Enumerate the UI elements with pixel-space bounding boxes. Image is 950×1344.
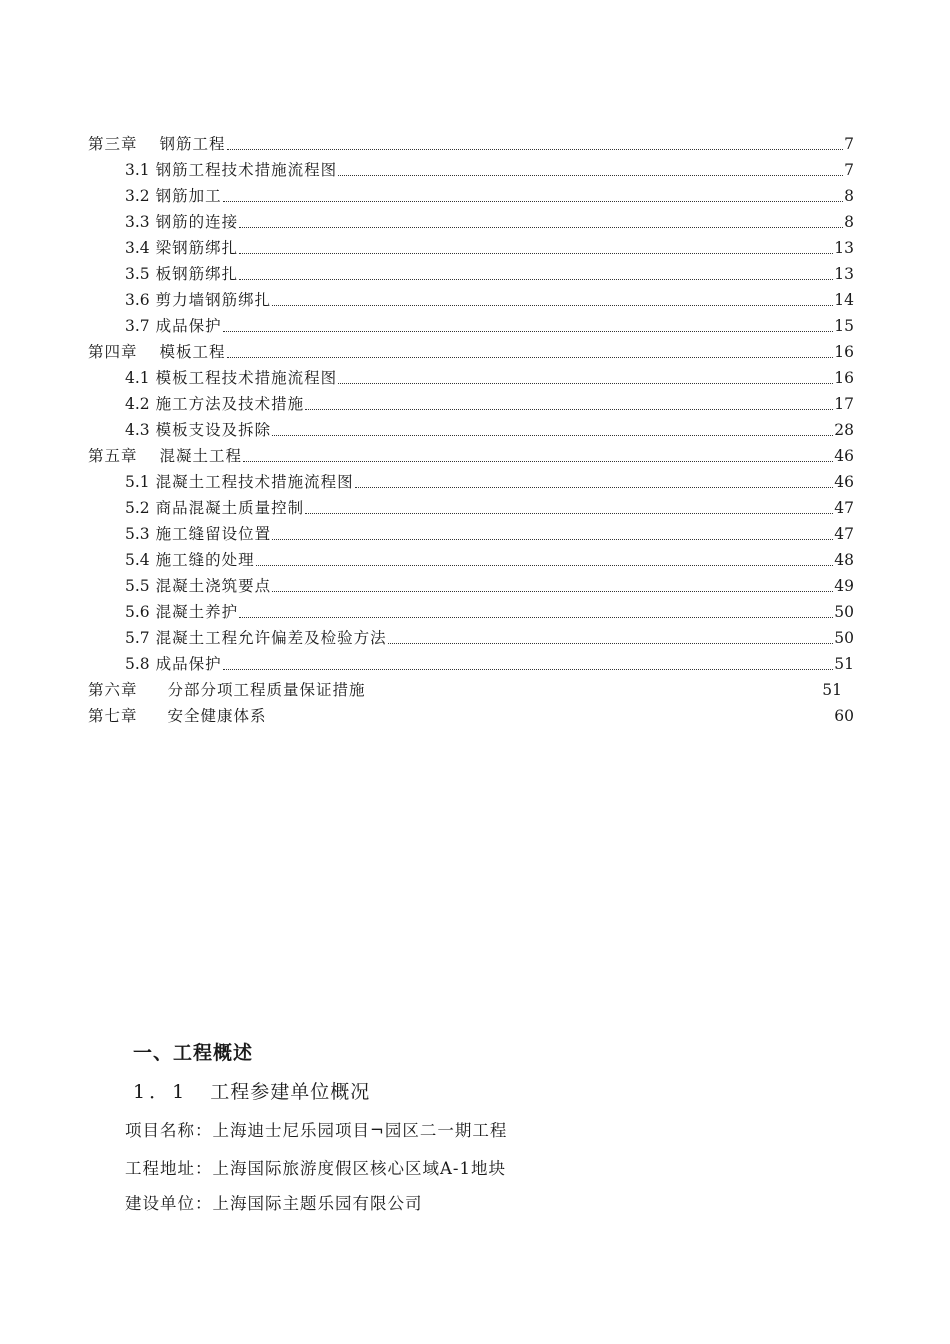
toc-entry-number: 4.3: [125, 421, 150, 439]
dot-leader: [272, 434, 833, 436]
toc-entry-page: 51: [834, 655, 854, 673]
subsection-heading: [133, 1077, 370, 1104]
toc-entry-page: 51: [822, 681, 842, 699]
toc-entry-number: 5.5: [125, 577, 150, 595]
toc-entry-title: 成品保护: [155, 655, 222, 673]
toc-entry-number: 4.2: [125, 395, 150, 413]
table-of-contents: [88, 127, 854, 725]
toc-entry-number: 3.7: [125, 317, 150, 335]
dot-leader: [227, 148, 844, 150]
toc-entry-title: 混凝土工程: [159, 447, 243, 465]
toc-entry-number: 3.2: [125, 187, 150, 205]
toc-entry-page: 60: [834, 707, 854, 725]
toc-chapter-entry[interactable]: [88, 439, 854, 465]
toc-entry-title: 施工缝的处理: [155, 551, 255, 569]
toc-entry-title: 钢筋工程技术措施流程图: [155, 161, 338, 179]
toc-entry-page: 14: [834, 291, 854, 309]
toc-section-entry[interactable]: [88, 257, 854, 283]
project-name-field: 项目名称：上海迪士尼乐园项目¬园区二一期工程: [125, 1121, 508, 1140]
toc-entry-title: 商品混凝土质量控制: [155, 499, 305, 517]
toc-entry-page: 47: [834, 499, 854, 517]
toc-chapter-entry[interactable]: [88, 335, 854, 361]
dot-leader: [239, 252, 833, 254]
toc-entry-page: 13: [834, 239, 854, 257]
dot-leader: [272, 590, 833, 592]
section-heading: 一、工程概述: [133, 1042, 254, 1064]
dot-leader: [223, 330, 834, 332]
toc-entry-number: 3.3: [125, 213, 150, 231]
toc-section-entry[interactable]: [88, 387, 854, 413]
toc-entry-page: 13: [834, 265, 854, 283]
toc-section-entry[interactable]: [88, 231, 854, 257]
toc-entry-number: 5.4: [125, 551, 150, 569]
dot-leader: [256, 564, 834, 566]
dot-leader: [388, 642, 834, 644]
dot-leader: [239, 226, 843, 228]
toc-entry-number: 第七章: [88, 707, 138, 725]
toc-chapter-entry[interactable]: [88, 673, 854, 699]
dot-leader: [338, 382, 833, 384]
toc-entry-title: 安全健康体系: [167, 707, 267, 725]
toc-entry-page: 48: [834, 551, 854, 569]
toc-entry-number: 第五章: [88, 447, 138, 465]
toc-section-entry[interactable]: [88, 595, 854, 621]
toc-entry-title: 成品保护: [155, 317, 222, 335]
toc-entry-page: 7: [844, 161, 854, 179]
dot-leader: [272, 304, 833, 306]
toc-entry-number: 第四章: [88, 343, 138, 361]
toc-entry-number: 5.3: [125, 525, 150, 543]
toc-entry-page: 16: [834, 369, 854, 387]
toc-entry-number: 3.1: [125, 161, 150, 179]
dot-leader: [227, 356, 834, 358]
toc-entry-number: 5.6: [125, 603, 150, 621]
toc-section-entry[interactable]: [88, 179, 854, 205]
toc-entry-page: 50: [834, 603, 854, 621]
dot-leader: [239, 278, 833, 280]
toc-section-entry[interactable]: [88, 153, 854, 179]
toc-section-entry[interactable]: [88, 647, 854, 673]
dot-leader: [305, 408, 833, 410]
toc-chapter-entry[interactable]: [88, 699, 854, 725]
toc-entry-number: 3.6: [125, 291, 150, 309]
toc-entry-title: 混凝土养护: [155, 603, 239, 621]
toc-section-entry[interactable]: [88, 569, 854, 595]
toc-entry-page: 15: [834, 317, 854, 335]
project-address-field: 工程地址：上海国际旅游度假区核心区域A-1地块: [125, 1159, 506, 1178]
toc-entry-page: 28: [834, 421, 854, 439]
toc-entry-number: 5.7: [125, 629, 150, 647]
toc-entry-page: 46: [834, 473, 854, 491]
toc-entry-number: 4.1: [125, 369, 150, 387]
toc-entry-number: 3.4: [125, 239, 150, 257]
toc-entry-page: 46: [834, 447, 854, 465]
toc-entry-page: 17: [834, 395, 854, 413]
toc-entry-title: 混凝土浇筑要点: [155, 577, 272, 595]
toc-section-entry[interactable]: [88, 621, 854, 647]
client-field: 建设单位：上海国际主题乐园有限公司: [125, 1194, 423, 1213]
toc-entry-number: 5.2: [125, 499, 150, 517]
toc-entry-title: 剪力墙钢筋绑扎: [155, 291, 272, 309]
toc-entry-title: 施工方法及技术措施: [155, 395, 305, 413]
toc-entry-title: 分部分项工程质量保证措施: [167, 681, 366, 699]
dot-leader: [305, 512, 833, 514]
dot-leader: [355, 486, 834, 488]
dot-leader: [223, 200, 843, 202]
toc-entry-title: 模板支设及拆除: [155, 421, 272, 439]
toc-entry-title: 模板工程技术措施流程图: [155, 369, 338, 387]
toc-entry-page: 7: [844, 135, 854, 153]
toc-entry-page: 8: [844, 187, 854, 205]
toc-entry-page: 47: [834, 525, 854, 543]
dot-leader: [338, 174, 843, 176]
toc-entry-title: 模板工程: [159, 343, 226, 361]
toc-entry-page: 16: [834, 343, 854, 361]
toc-entry-number: 第三章: [88, 135, 138, 153]
toc-entry-number: 5.1: [125, 473, 150, 491]
toc-entry-page: 8: [844, 213, 854, 231]
toc-section-entry[interactable]: [88, 283, 854, 309]
toc-entry-title: 施工缝留设位置: [155, 525, 272, 543]
toc-entry-title: 钢筋的连接: [155, 213, 239, 231]
toc-section-entry[interactable]: [88, 413, 854, 439]
toc-section-entry[interactable]: [88, 309, 854, 335]
toc-chapter-entry[interactable]: [88, 127, 854, 153]
toc-section-entry[interactable]: [88, 205, 854, 231]
toc-entry-number: 3.5: [125, 265, 150, 283]
toc-entry-title: 钢筋加工: [155, 187, 222, 205]
toc-entry-number: 5.8: [125, 655, 150, 673]
toc-entry-number: 第六章: [88, 681, 138, 699]
toc-section-entry[interactable]: [88, 517, 854, 543]
toc-section-entry[interactable]: [88, 361, 854, 387]
dot-leader: [272, 538, 833, 540]
toc-section-entry[interactable]: [88, 491, 854, 517]
toc-entry-title: 钢筋工程: [159, 135, 226, 153]
dot-leader: [243, 460, 833, 462]
toc-section-entry[interactable]: [88, 543, 854, 569]
toc-entry-title: 板钢筋绑扎: [155, 265, 239, 283]
toc-entry-title: 梁钢筋绑扎: [155, 239, 239, 257]
toc-entry-page: 50: [834, 629, 854, 647]
toc-entry-page: 49: [834, 577, 854, 595]
toc-section-entry[interactable]: [88, 465, 854, 491]
toc-entry-title: 混凝土工程允许偏差及检验方法: [155, 629, 387, 647]
dot-leader: [239, 616, 833, 618]
subsection-number: 1．1: [133, 1081, 189, 1103]
dot-leader: [223, 668, 834, 670]
toc-entry-title: 混凝土工程技术措施流程图: [155, 473, 354, 491]
subsection-title: 工程参建单位概况: [210, 1081, 371, 1103]
